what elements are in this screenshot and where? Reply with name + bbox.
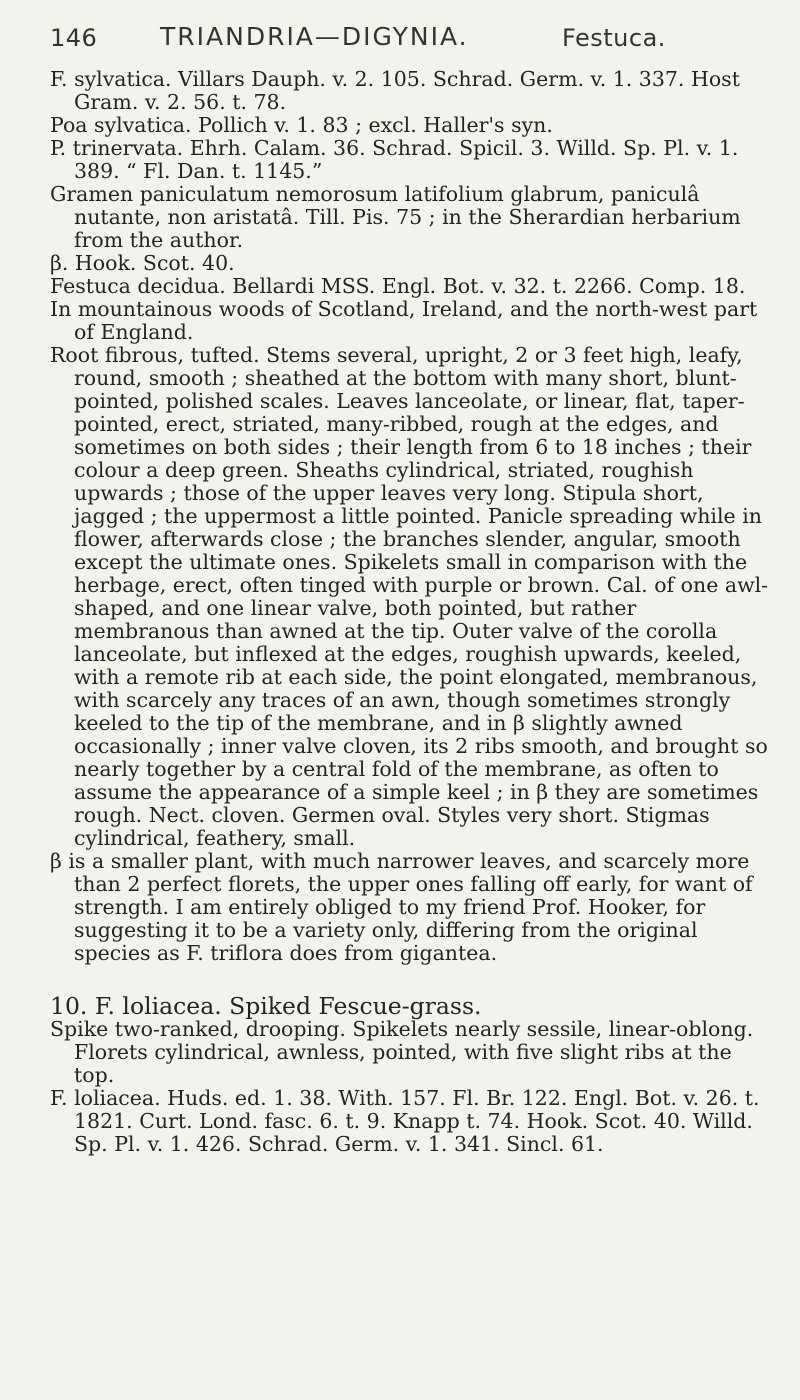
synonym-entry: F. sylvatica. Villars Dauph. v. 2. 105. Schrad. Germ. v. 1. 337. Host Gram. v. 2. 56. t. 78. xyxy=(50,67,740,114)
description-paragraph: Root fibrous, tufted. Stems several, upright, 2 or 3 feet high, leafy, round, smooth ; sheathed at the bottom with many short, blunt-pointed, polished scales. Leaves lanceolate, or linear, flat, taper-pointed, erect, striated, many-ribbed, rough at the edges, and sometimes on both sides ; their length from 6 to 18 inches ; their colour a deep green. Sheaths cylindrical, striated, roughish upwards ; those of the upper leaves very long. Stipula short, jagged ; the uppermost a little pointed. Panicle spreading while in flower, afterwards close ; the branches slender, angular, smooth except the ultimate ones. Spikelets small in comparison with the herbage, erect, often tinged with purple or brown. Cal. of one awl-shaped, and one linear valve, both pointed, but rather membranous than awned at the tip. Outer valve of the corolla lanceolate, but inflexed at the edges, roughish upwards, keeled, with a remote rib at each side, the point elongated, membranous, with scarcely any traces of an awn, though sometimes strongly keeled to the tip of the membrane, and in β slightly awned occasionally ; inner valve cloven, its 2 ribs smooth, and brought so nearly together by a central fold of the membrane, as often to assume the appearance of a simple keel ; in β they are sometimes rough. Nect. cloven. Germen oval. Styles very short. Stigmas cylindrical, feathery, small. xyxy=(50,343,769,850)
species-heading: 10. F. loliacea. Spiked Fescue-grass. xyxy=(50,992,482,1020)
synonym-entry: Poa sylvatica. Pollich v. 1. 83 ; excl. Haller's syn. xyxy=(50,113,553,137)
habitat-paragraph: In mountainous woods of Scotland, Ireland, and the north-west part of England. xyxy=(50,297,758,344)
page-number: 146 xyxy=(50,24,98,52)
synonym-entry: F. loliacea. Huds. ed. 1. 38. With. 157. Fl. Br. 122. Engl. Bot. v. 26. t. 1821. Curt. Lond. fasc. 6. t. 9. Knapp t. 74. Hook. Scot. 40. Willd. Sp. Pl. v. 1. 426. Schrad. Germ. v. 1. 341. Sincl. 61. xyxy=(50,1086,760,1156)
running-header xyxy=(50,16,750,56)
variety-heading: β. Hook. Scot. 40. xyxy=(50,251,235,275)
genus-label: Festuca. xyxy=(562,24,666,52)
synonym-entry: P. trinervata. Ehrh. Calam. 36. Schrad. Spicil. 3. Willd. Sp. Pl. v. 1. 389. “ Fl. Dan. t. 1145.” xyxy=(50,136,739,183)
text-body xyxy=(50,68,770,1156)
species-diagnosis: Spike two-ranked, drooping. Spikelets nearly sessile, linear-oblong. Florets cylindrical, awnless, pointed, with five slight ribs at the top. xyxy=(50,1017,754,1087)
synonym-entry: Festuca decidua. Bellardi MSS. Engl. Bot. v. 32. t. 2266. Comp. 18. xyxy=(50,274,746,298)
variety-note: β is a smaller plant, with much narrower leaves, and scarcely more than 2 perfect florets, the upper ones falling off early, for want of strength. I am entirely obliged to my friend Prof. Hooker, for suggesting it to be a variety only, differing from the original species as F. triflora does from gigantea. xyxy=(50,849,753,965)
synonym-entry: Gramen paniculatum nemorosum latifolium glabrum, paniculâ nutante, non aristatâ. Till. Pis. 75 ; in the Sherardian herbarium from the author. xyxy=(50,182,741,252)
running-title: TRIANDRIA—DIGYNIA. xyxy=(160,22,469,51)
